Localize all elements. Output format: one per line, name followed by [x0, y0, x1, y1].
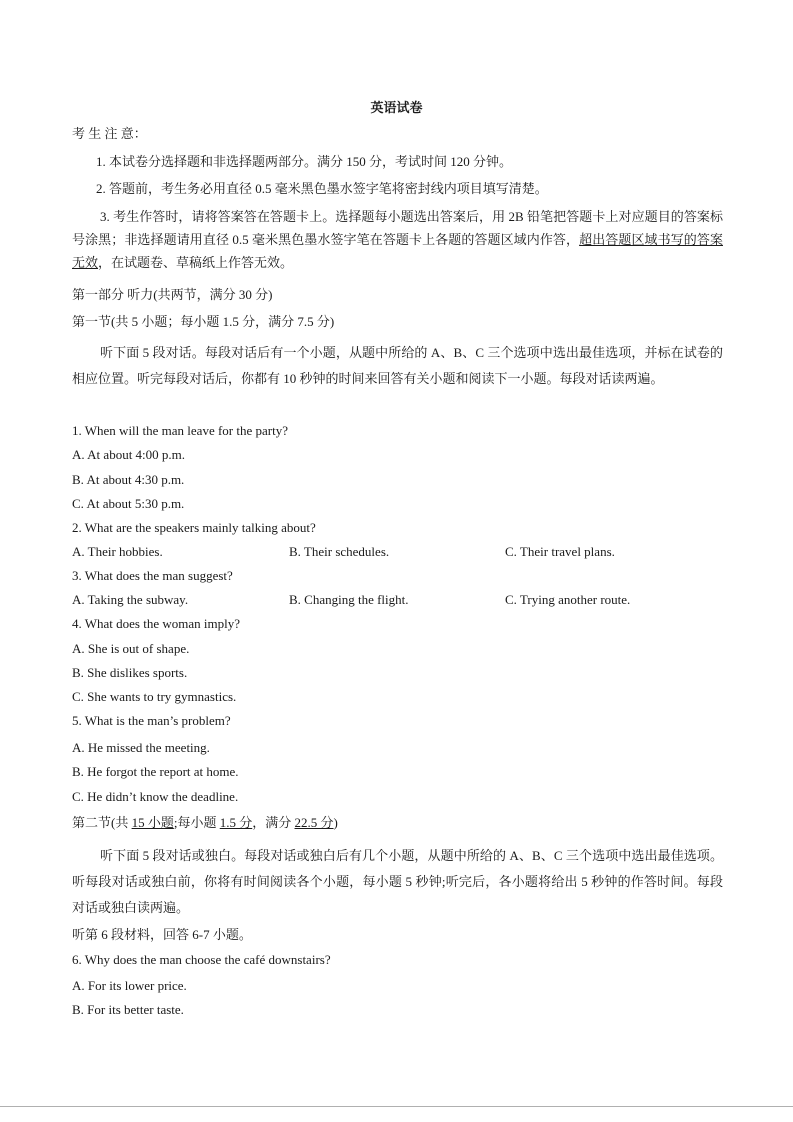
q5-option-a: A. He missed the meeting. [72, 740, 210, 755]
q3-option-b: B. Changing the flight. [289, 592, 409, 607]
section1-instructions: 听下面 5 段对话。每段对话后有一个小题，从题中所给的 A、B、C 三个选项中选出最佳选项，并标在试卷的相应位置。听完每段对话后，你都有 10 秒钟的时间来回答有关小题和阅读下一小题。每段对话读两遍。 [72, 345, 723, 386]
q3-option-a: A. Taking the subway. [72, 592, 189, 607]
q4-option-a: A. She is out of shape. [72, 641, 190, 656]
q1-option-b: B. At about 4:30 p.m. [72, 472, 185, 487]
material-6-label: 听第 6 段材料，回答 6-7 小题。 [72, 927, 252, 942]
notice-item-3-text: 3. 考生作答时，请将答案答在答题卡上。选择题每小题选出答案后，用 2B 铅笔把答题卡上对应题目的答案标号涂黑；非选择题请用直径 0.5 毫米黑色墨水签字笔在答题卡上各题的答题区域内作答， [72, 209, 723, 247]
q6-stem: 6. Why does the man choose the café downstairs? [72, 952, 331, 967]
section2-heading [72, 814, 338, 832]
q4-option-c: C. She wants to try gymnastics. [72, 689, 237, 704]
section2-heading-text: ) [333, 815, 338, 830]
page-title: 英语试卷 [370, 100, 423, 115]
section2-total-points: 22.5 分 [294, 815, 334, 830]
q2-stem: 2. What are the speakers mainly talking about? [72, 520, 316, 535]
section2-points-each: 1.5 分 [219, 815, 253, 830]
q6-option-b: B. For its better taste. [72, 1002, 184, 1017]
q2-option-b: B. Their schedules. [289, 544, 390, 559]
q1-stem: 1. When will the man leave for the party? [72, 423, 288, 438]
section2-instructions: 听下面 5 段对话或独白。每段对话或独白后有几个小题，从题中所给的 A、B、C 三个选项中选出最佳选项。听每段对话或独白前，你将有时间阅读各个小题，每小题 5 秒钟;听完后，各小题将给出 5 秒钟的作答时间。每段对话或独白读两遍。 [72, 848, 723, 915]
q1-option-c: C. At about 5:30 p.m. [72, 496, 185, 511]
notice-heading: 考 生 注 意： [72, 126, 147, 141]
q5-stem: 5. What is the man’s problem? [72, 713, 231, 728]
part1-heading: 第一部分 听力(共两节，满分 30 分) [72, 287, 273, 302]
section2-heading-text: 第二节(共 [72, 815, 132, 830]
notice-item-3 [72, 205, 723, 274]
q1-option-a: A. At about 4:00 p.m. [72, 447, 186, 462]
section1-heading: 第一节(共 5 小题；每小题 1.5 分，满分 7.5 分) [72, 314, 335, 329]
notice-item-3-tail: ，在试题卷、草稿纸上作答无效。 [98, 255, 294, 270]
q5-option-b: B. He forgot the report at home. [72, 764, 239, 779]
section2-heading-text: ;每小题 [173, 815, 220, 830]
notice-item-1: 1. 本试卷分选择题和非选择题两部分。满分 150 分，考试时间 120 分钟。 [96, 154, 513, 169]
page-bottom-rule [0, 1106, 793, 1107]
q2-option-a: A. Their hobbies. [72, 544, 163, 559]
q4-option-b: B. She dislikes sports. [72, 665, 188, 680]
q4-stem: 4. What does the woman imply? [72, 616, 241, 631]
section2-heading-text: ，满分 [252, 815, 295, 830]
q2-option-c: C. Their travel plans. [505, 544, 615, 559]
q3-option-c: C. Trying another route. [505, 592, 631, 607]
q5-option-c: C. He didn’t know the deadline. [72, 789, 239, 804]
q6-option-a: A. For its lower price. [72, 978, 187, 993]
notice-item-2: 2. 答题前，考生务必用直径 0.5 毫米黑色墨水签字笔将密封线内项目填写清楚。 [96, 181, 548, 196]
section2-question-count: 15 小题 [131, 815, 174, 830]
q3-stem: 3. What does the man suggest? [72, 568, 233, 583]
notice-item-3-underlined: 超出答题区域书写的答案无效 [72, 232, 723, 270]
